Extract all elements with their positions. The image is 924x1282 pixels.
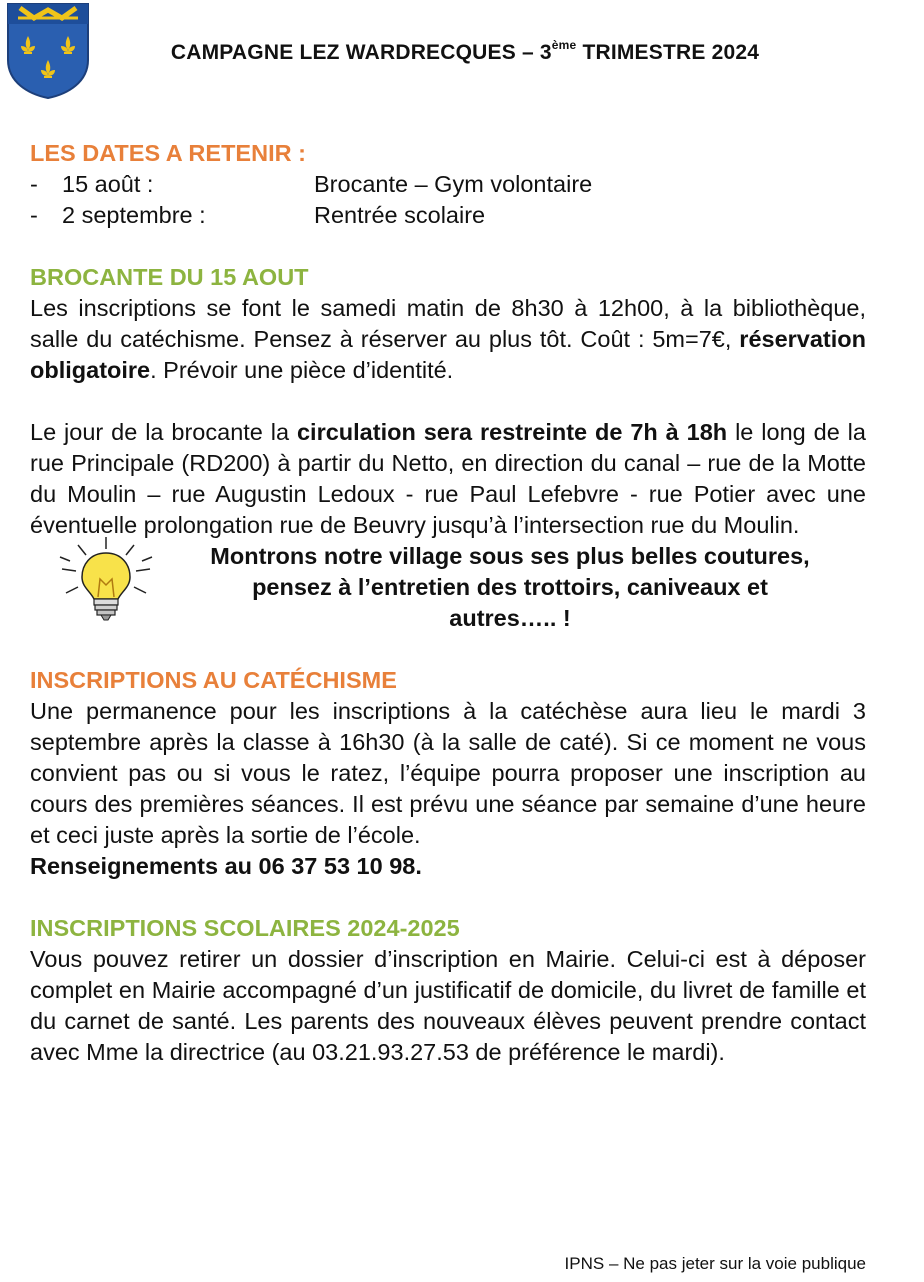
- scolaires-heading: INSCRIPTIONS SCOLAIRES 2024-2025: [30, 915, 460, 941]
- catechisme-contact: Renseignements au 06 37 53 10 98.: [30, 853, 422, 879]
- footer-note: IPNS – Ne pas jeter sur la voie publique: [564, 1254, 866, 1273]
- catechisme-heading: INSCRIPTIONS AU CATÉCHISME: [30, 667, 397, 693]
- brocante-heading: BROCANTE DU 15 AOUT: [30, 264, 309, 290]
- list-item: - 2 septembre : Rentrée scolaire: [30, 200, 866, 231]
- document-body: [30, 138, 866, 1068]
- slogan-text: Montrons notre village sous ses plus belles coutures, pensez à l’entretien des trottoirs, caniveaux et autres….. !: [210, 543, 810, 631]
- lightbulb-icon: [56, 535, 156, 625]
- brocante-paragraph-2: Le jour de la brocante la circulation sera restreinte de 7h à 18h le long de la rue Principale (RD200) à partir du Netto, en direction du canal – rue de la Motte du Moulin – rue Augustin Ledoux - rue Paul Lefebvre - rue Potier avec une éventuelle prolongation rue de Beuvry jusqu’à l’intersection rue du Moulin.: [30, 419, 866, 538]
- event-label: Brocante – Gym volontaire: [314, 171, 593, 197]
- catechisme-paragraph: Une permanence pour les inscriptions à la catéchèse aura lieu le mardi 3 septembre après la classe à 16h30 (à la salle de caté). Si ce moment ne vous convient pas ou si vous le ratez, l’équipe pourra proposer une inscription au cours des premières séances. Il est prévu une séance par semaine d’une heure et ceci juste après la sortie de l’école.: [30, 698, 866, 848]
- list-item: - 15 août : Brocante – Gym volontaire: [30, 169, 866, 200]
- brocante-paragraph-1: Les inscriptions se font le samedi matin de 8h30 à 12h00, à la bibliothèque, salle du catéchisme. Pensez à réserver au plus tôt. Coût : 5m=7€, réservation obligatoire. Prévoir une pièce d’identité.: [30, 295, 866, 383]
- event-label: Rentrée scolaire: [314, 202, 486, 228]
- page-title: CAMPAGNE LEZ WARDRECQUES – 3ème TRIMESTRE 2024: [170, 38, 760, 64]
- date-label: 15 août :: [62, 171, 154, 197]
- dates-list: [30, 169, 866, 231]
- dates-heading: LES DATES A RETENIR :: [30, 140, 306, 166]
- village-crest-logo: [4, 2, 92, 100]
- scolaires-paragraph: Vous pouvez retirer un dossier d’inscription en Mairie. Celui-ci est à déposer complet en Mairie accompagné d’un justificatif de domicile, du livret de famille et du carnet de santé. Les parents des nouveaux élèves peuvent prendre contact avec Mme la directrice (au 03.21.93.27.53 de préférence le mardi).: [30, 946, 866, 1065]
- slogan-block: [30, 541, 866, 634]
- date-label: 2 septembre :: [62, 202, 206, 228]
